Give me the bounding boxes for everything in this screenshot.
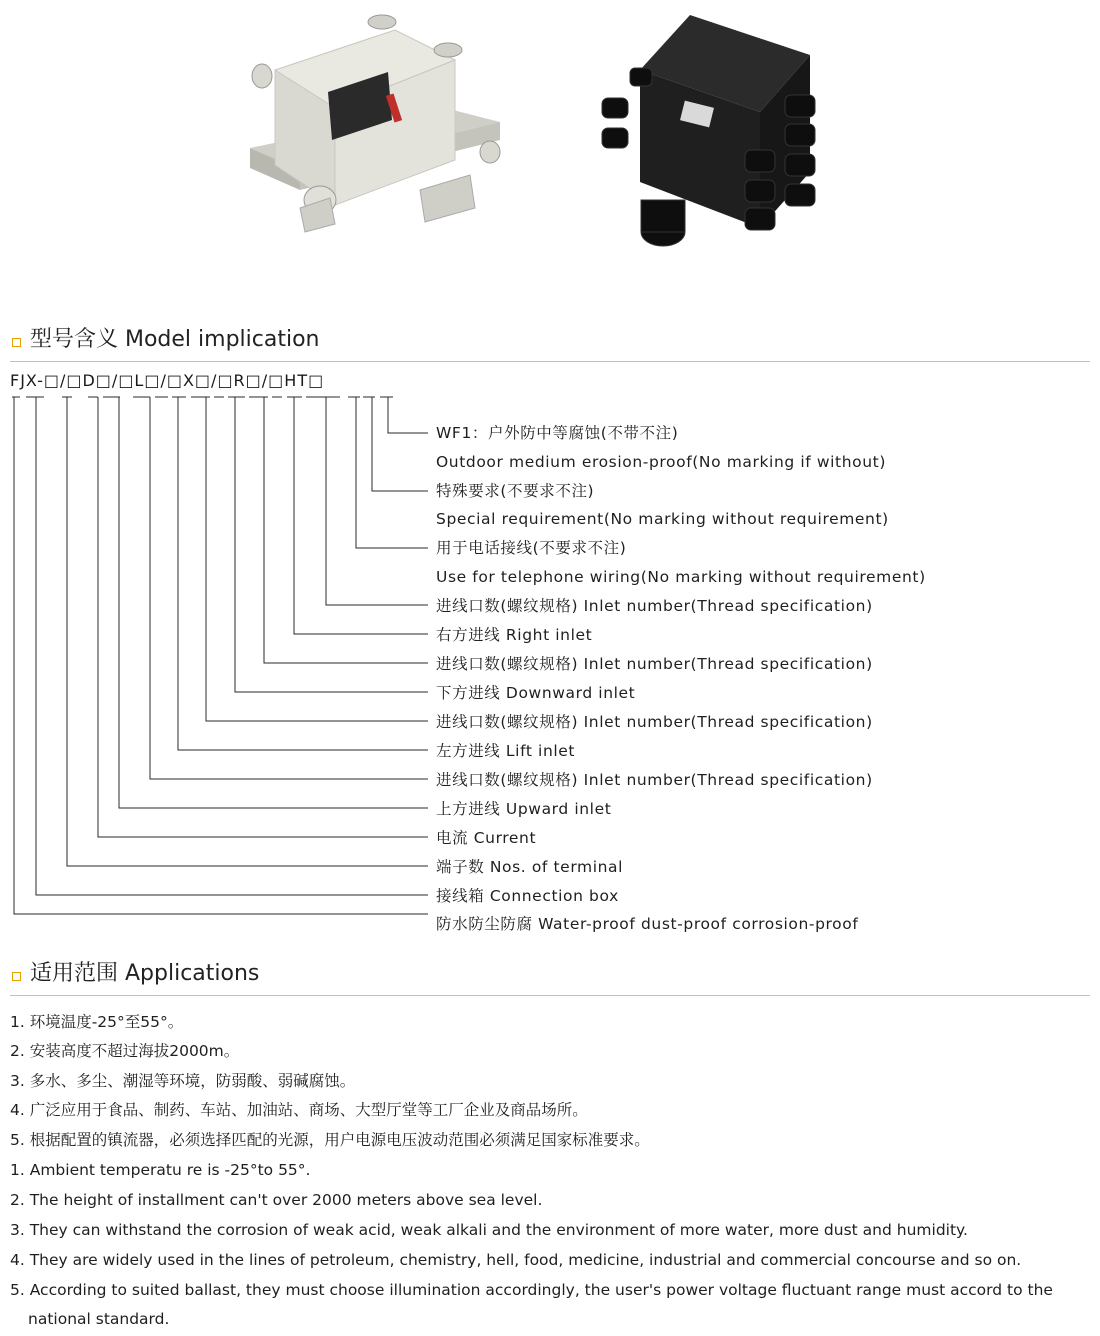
section-divider: [10, 995, 1090, 996]
application-item: 2. 安装高度不超过海拔2000m。: [10, 1042, 240, 1060]
model-code: FJX-□/□D□/□L□/□X□/□R□/□HT□: [10, 371, 325, 390]
model-item: 电流 Current: [436, 829, 537, 847]
model-item: WF1：户外防中等腐蚀(不带不注): [436, 424, 679, 442]
grey-junction-box-image: [250, 15, 500, 232]
section-square-icon: [12, 972, 21, 981]
application-item: 3. 多水、多尘、潮湿等环境，防弱酸、弱碱腐蚀。: [10, 1072, 356, 1090]
model-item: 进线口数(螺纹规格) Inlet number(Thread specification): [436, 597, 873, 615]
model-item: 防水防尘防腐 Water-proof dust-proof corrosion-proof: [436, 915, 859, 933]
model-item: 右方进线 Right inlet: [436, 626, 593, 644]
section-square-icon: [12, 338, 21, 347]
application-item: 4. 广泛应用于食品、制药、车站、加油站、商场、大型厅堂等工厂企业及商品场所。: [10, 1101, 588, 1119]
model-item: 端子数 Nos. of terminal: [436, 858, 624, 876]
model-bracket-lines: [0, 390, 440, 930]
model-item: 进线口数(螺纹规格) Inlet number(Thread specification): [436, 713, 873, 731]
product-photos: [0, 0, 1100, 300]
section-title: 适用范围 Applications: [30, 961, 260, 986]
model-item: 进线口数(螺纹规格) Inlet number(Thread specification): [436, 655, 873, 673]
product-images: [0, 0, 1100, 300]
section-divider: [10, 361, 1090, 362]
section-title: 型号含义 Model implication: [30, 327, 320, 352]
application-item: 5. 根据配置的镇流器，必须选择匹配的光源，用户电源电压波动范围必须满足国家标准要求。: [10, 1131, 650, 1149]
application-item: 1. 环境温度-25°至55°。: [10, 1013, 184, 1031]
black-junction-box-image: [602, 15, 815, 246]
application-item: 2. The height of installment can't over 2000 meters above sea level.: [10, 1191, 543, 1209]
model-item: 左方进线 Lift inlet: [436, 742, 576, 760]
model-item: 用于电话接线(不要求不注): [436, 539, 627, 557]
model-item: 上方进线 Upward inlet: [436, 800, 612, 818]
application-item: 4. They are widely used in the lines of petroleum, chemistry, hell, food, medicine, industrial and commercial concourse and so on.: [10, 1251, 1022, 1269]
model-item: Special requirement(No marking without requirement): [436, 510, 889, 528]
model-item: 下方进线 Downward inlet: [436, 684, 636, 702]
model-implication-header: [10, 325, 1090, 355]
application-item: 3. They can withstand the corrosion of weak acid, weak alkali and the environment of more water, more dust and humidity.: [10, 1221, 968, 1239]
application-item: 1. Ambient temperatu re is -25°to 55°.: [10, 1161, 311, 1179]
model-item: 接线箱 Connection box: [436, 887, 619, 905]
application-item: national standard.: [28, 1310, 170, 1328]
application-item: 5. According to suited ballast, they must choose illumination accordingly, the user's power voltage fluctuant range must accord to the: [10, 1281, 1053, 1299]
model-item: Outdoor medium erosion-proof(No marking if without): [436, 453, 886, 471]
model-item: 进线口数(螺纹规格) Inlet number(Thread specification): [436, 771, 873, 789]
applications-header: [10, 959, 1090, 989]
model-item: Use for telephone wiring(No marking without requirement): [436, 568, 926, 586]
model-item: 特殊要求(不要求不注): [436, 482, 595, 500]
